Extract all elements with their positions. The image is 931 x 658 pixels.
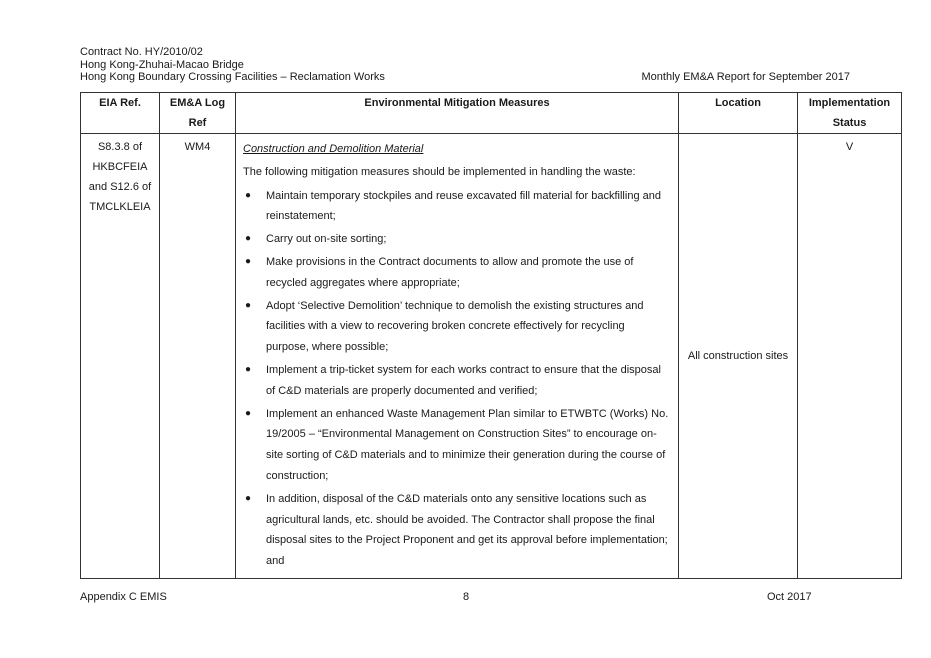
bullet-icon: ● xyxy=(245,363,252,375)
bullet-icon: ● xyxy=(245,299,252,311)
list-item: ● Implement a trip-ticket system for each works contract to ensure that the disposal of C&D materials are properly documented and verified; xyxy=(243,360,670,402)
emis-table xyxy=(80,92,902,579)
page-number: 8 xyxy=(463,591,470,603)
bullet-icon: ● xyxy=(245,492,252,504)
header-status: Implementation Status xyxy=(798,93,902,134)
project-name: Hong Kong-Zhuhai-Macao Bridge xyxy=(80,58,244,71)
report-title: Monthly EM&A Report for September 2017 xyxy=(641,71,850,83)
status-cell: V xyxy=(798,134,902,579)
table-row xyxy=(81,134,902,579)
eia-ref-cell: S8.3.8 of HKBCFEIA and S12.6 of TMCLKLEIA xyxy=(81,134,160,579)
measure-intro: The following mitigation measures should be implemented in handling the waste: xyxy=(243,165,636,178)
list-item: ● Adopt ‘Selective Demolition’ technique to demolish the existing structures and facilities with a view to recovering broken concrete effectively for recycling purpose, where possible; xyxy=(243,296,670,358)
list-item: ● In addition, disposal of the C&D materials onto any sensitive locations such as agricultural lands, etc. should be avoided. The Contractor shall propose the final disposal sites to the Project Proponent and get its approval before implementation; and xyxy=(243,489,670,572)
works-name: Hong Kong Boundary Crossing Facilities – Reclamation Works xyxy=(80,71,385,84)
list-item: ● Maintain temporary stockpiles and reuse excavated fill material for backfilling and reinstatement; xyxy=(243,186,670,228)
header-eia-ref: EIA Ref. xyxy=(81,93,160,134)
measure-list xyxy=(243,186,670,572)
header-location: Location xyxy=(679,93,798,134)
bullet-icon: ● xyxy=(245,255,252,267)
list-item: ● Make provisions in the Contract documents to allow and promote the use of recycled aggregates where appropriate; xyxy=(243,252,670,294)
location-cell: All construction sites xyxy=(679,134,798,579)
measure-title: Construction and Demolition Material xyxy=(243,143,424,155)
document-header xyxy=(80,46,385,84)
header-measures: Environmental Mitigation Measures xyxy=(236,93,679,134)
bullet-icon: ● xyxy=(245,233,252,245)
log-ref-cell: WM4 xyxy=(160,134,236,579)
table-header-row xyxy=(81,93,902,134)
bullet-icon: ● xyxy=(245,189,252,201)
footer-appendix: Appendix C EMIS xyxy=(80,591,167,603)
measures-cell xyxy=(236,134,679,579)
header-log-ref: EM&A Log Ref xyxy=(160,93,236,134)
list-item: ● Carry out on-site sorting; xyxy=(243,229,670,250)
list-item: ● Implement an enhanced Waste Management Plan similar to ETWBTC (Works) No. 19/2005 – “Environmental Management on Construction Sites” to encourage on- site sorting of C&D materials and to minimize their generation during the course of construction; xyxy=(243,404,670,487)
bullet-icon: ● xyxy=(245,407,252,419)
contract-number: Contract No. HY/2010/02 xyxy=(80,46,203,58)
footer-date: Oct 2017 xyxy=(767,591,812,603)
